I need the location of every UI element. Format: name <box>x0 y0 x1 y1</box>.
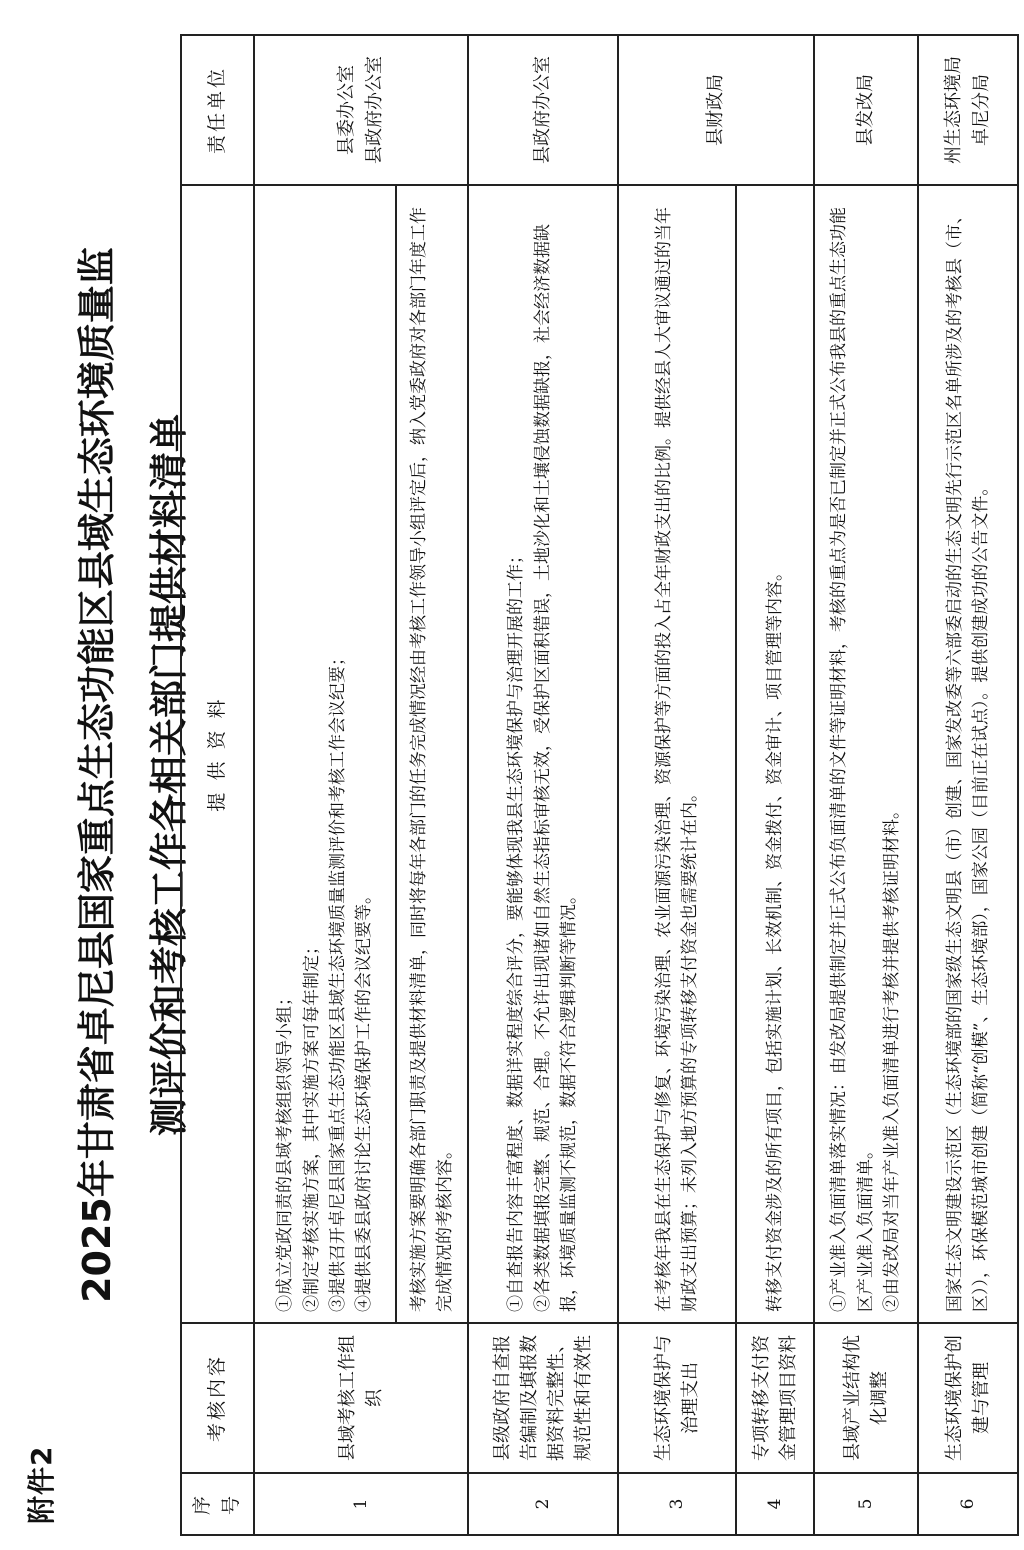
table-row <box>814 35 918 1535</box>
header-material: 提 供 资 料 <box>181 185 254 1323</box>
assessment-content: 生态环境保护创建与管理 <box>918 1323 1018 1473</box>
row-number: 5 <box>814 1473 918 1535</box>
material-item: ①成立党政同责的县域考核组织领导小组； <box>275 989 296 1312</box>
material-item: ②由发改局对当年产业准入负面清单进行考核并提供考核证明材料。 <box>882 802 903 1312</box>
assessment-content: 县级政府自查报告编制及填报数据资料完整性、规范性和有效性 <box>468 1323 618 1473</box>
material-cell <box>254 185 396 1323</box>
table-row <box>468 35 618 1535</box>
material-cell: 转移支付资金涉及的所有项目，包括实施计划、长效机制、资金拨付、资金审计、项目管理等内容。 <box>736 185 814 1323</box>
material-item: ④提供县委县政府讨论生态环境保护工作的会议纪要等。 <box>354 887 375 1312</box>
header-no: 序号 <box>181 1473 254 1535</box>
table-header-row <box>181 35 254 1535</box>
row-number: 2 <box>468 1473 618 1535</box>
responsible-unit: 县发改局 <box>814 35 918 185</box>
material-item: ②各类数据填报完整、规范、合理。不允许出现诸如自然生态指标审核无效，受保护区面积错误，土地沙化和土壤侵蚀数据缺报，社会经济数据缺报，环境质量监测不规范，数据不符合逻辑判断等情况。 <box>532 224 580 1312</box>
row-number: 1 <box>254 1473 468 1535</box>
material-cell: 在考核年我县在生态保护与修复、环境污染治理、农业面源污染治理、资源保护等方面的投入占全年财政支出的比例。提供经县人大审议通过的当年财政支出预算；未列入地方预算的专项转移支付资金也需要统计在内。 <box>618 185 736 1323</box>
table-row <box>618 35 736 1535</box>
annex-label: 附件2 <box>25 1445 58 1524</box>
material-cell: 考核实施方案要明确各部门职责及提供材料清单，同时将每年各部门的任务完成情况经由考核工作领导小组评定后，纳入党委政府对各部门年度工作完成情况的考核内容。 <box>396 185 468 1323</box>
materials-table <box>180 34 1019 1536</box>
responsible-unit: 州生态环境局 卓尼分局 <box>918 35 1018 185</box>
table-row <box>918 35 1018 1535</box>
row-number: 4 <box>736 1473 814 1535</box>
material-item: ①自查报告内容丰富程度、数据详实程度综合评分，要能够体现我县生态环境保护与治理开展的工作； <box>506 547 527 1312</box>
table-row <box>254 35 396 1535</box>
responsible-unit: 县委办公室 县政府办公室 <box>254 35 468 185</box>
assessment-content: 生态环境保护与治理支出 <box>618 1323 736 1473</box>
assessment-content: 专项转移支付资金管理项目资料 <box>736 1323 814 1473</box>
material-cell <box>468 185 618 1323</box>
material-item: ③提供召开卓尼县国家重点生态功能区县域生态环境质量监测评价和考核工作会议纪要； <box>327 649 348 1312</box>
assessment-content: 县域产业结构优化调整 <box>814 1323 918 1473</box>
material-item: ①产业准入负面清单落实情况：由发改局提供制定并正式公布负面清单的文件等证明材料，考核的重点为是否已制定并正式公布我县的重点生态功能区产业准入负面清单。 <box>829 207 876 1312</box>
material-cell: 国家生态文明建设示范区（生态环境部的国家级生态文明县（市）创建、国家发改委等六部委启动的生态文明先行示范区名单所涉及的考核县（市、区）），环保模范城市创建（简称“创模”、生态环境部），国家公园（目前正在试点）。提供创建成功的公告文件。 <box>918 185 1018 1323</box>
document-title-line-2: 测评价和考核工作各相关部门提供材料清单 <box>147 414 191 1137</box>
table-row <box>736 35 814 1535</box>
material-item: ②制定考核实施方案，其中实施方案可每年制定； <box>301 938 322 1312</box>
assessment-content: 县域考核工作组织 <box>254 1323 468 1473</box>
responsible-unit: 县财政局 <box>618 35 814 185</box>
document-title-line-1: 2025年甘肃省卓尼县国家重点生态功能区县域生态环境质量监 <box>75 247 119 1303</box>
row-number: 6 <box>918 1473 1018 1535</box>
header-unit: 责任单位 <box>181 35 254 185</box>
row-number: 3 <box>618 1473 736 1535</box>
table-row <box>396 35 468 1535</box>
responsible-unit: 县政府办公室 <box>468 35 618 185</box>
header-content: 考核内容 <box>181 1323 254 1473</box>
material-cell <box>814 185 918 1323</box>
